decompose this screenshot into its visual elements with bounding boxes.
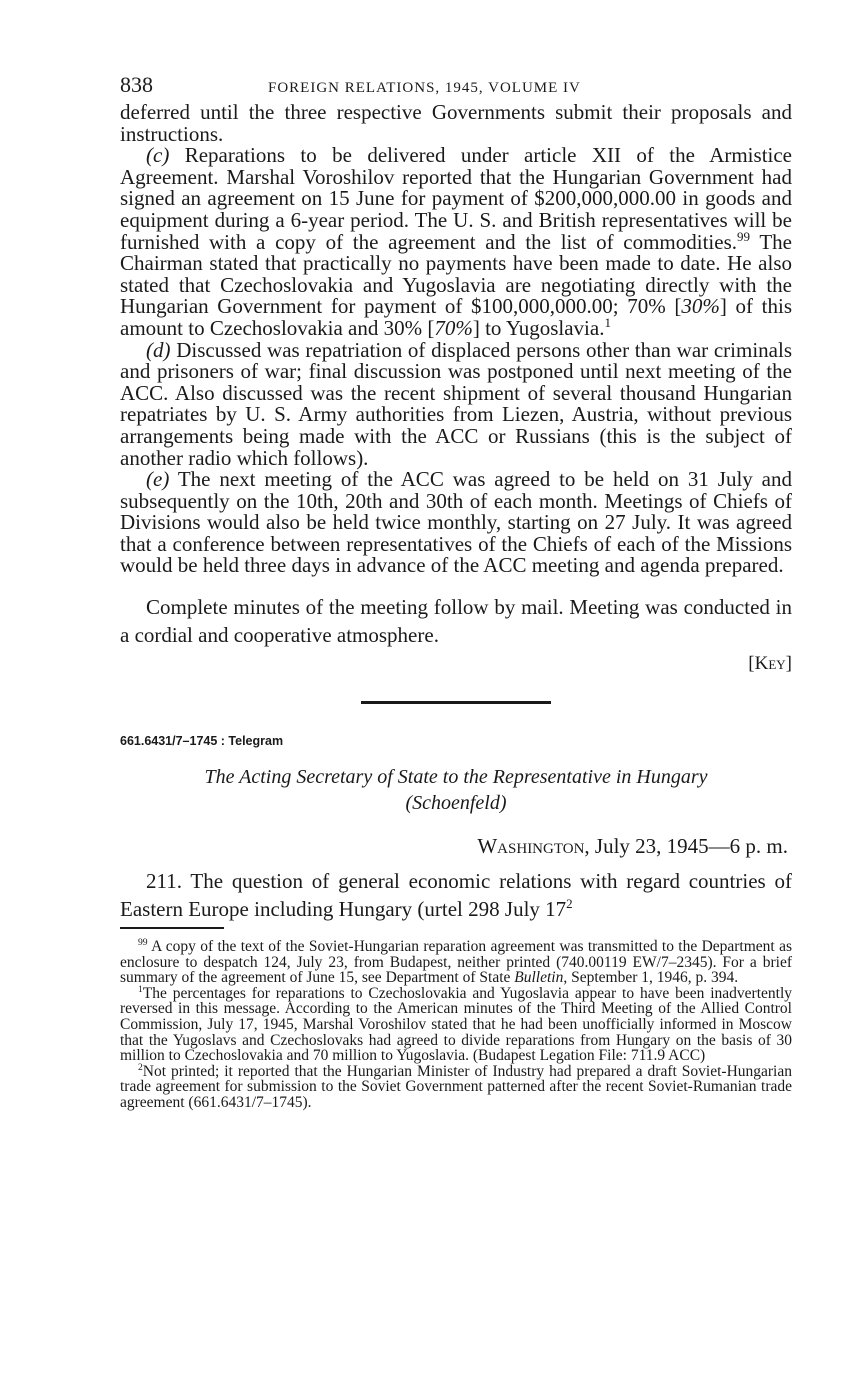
footnote-99-text-a: A copy of the text of the Soviet-Hungarian reparation agreement was transmitted to the Department as enclosure to despatch 124, July 23, from Budapest, neither printed (740.00119 EW/7–2345). For a brief summary of the agreement of June 15, see Department of State xyxy=(120,938,792,987)
paragraph-c xyxy=(120,145,792,339)
paragraph-d xyxy=(120,337,792,470)
footnote-ref-2: 2 xyxy=(566,896,573,912)
paragraph-211 xyxy=(120,867,792,923)
body-text xyxy=(120,102,792,577)
running-head: FOREIGN RELATIONS, 1945, VOLUME IV xyxy=(268,80,581,96)
document-title-line1: The Acting Secretary of State to the Representative in Hungary xyxy=(204,766,708,789)
footnote-99-text-b: , September 1, 1946, p. 394. xyxy=(563,969,739,987)
document-page xyxy=(120,72,792,1111)
footnote-mark-1: 1 xyxy=(138,984,143,996)
footnote-ref-99: 99 xyxy=(737,228,751,244)
footnote-1-text: The percentages for reparations to Czechoslovakia and Yugoslavia appear to have been inadvertently reversed in this message. According to the American minutes of the Third Meeting of the Allied Control Commission, July 17, 1945, Marshal Voroshilov stated that he had been unofficially informed in Moscow that the Yugoslavs and Czechoslovaks had agreed to divide reparations from Hungary on the basis of 30 million to Czechoslovakia and 70 million to Yugoslavia. (Budapest Legation File: 711.9 ACC) xyxy=(120,984,792,1065)
dateline-date: , July 23, 1945—6 p. m. xyxy=(584,834,788,859)
paragraph-c-text: Reparations to be delivered under article XII of the Armistice Agreement. Marshal Voroshilov reported that the Hungarian Government had signed an agreement on 15 June for payment of $200,000,000.00 in goods and equipment during a 6-year period. The U. S. and British representatives will be furnished with a copy of the agreement and the list of commodities. xyxy=(120,143,792,254)
document-title-line2: (Schoenfeld) xyxy=(405,792,507,815)
page-header xyxy=(120,72,792,102)
footnote-99 xyxy=(120,939,792,986)
paragraph-c-text2: The Chairman stated that practically no payments have been made to date. He also stated that Czechoslovakia and Yugoslavia are negotiating directly with the Hungarian Government for payment of $100,000,000.00; 70% [ xyxy=(120,229,792,319)
paragraph-continued: deferred until the three respective Governments submit their proposals and instructions. xyxy=(120,100,792,146)
paragraph-e xyxy=(120,469,792,577)
footnote-rule xyxy=(120,927,224,929)
paragraph-211-text: 211. The question of general economic relations with regard countries of Eastern Europe including Hungary (urtel 298 July 17 xyxy=(120,869,792,922)
footnotes xyxy=(120,939,792,1111)
paragraph-d-text: Discussed was repatriation of displaced persons other than war criminals and prisoners of war; final discussion was postponed until next meeting of the ACC. Also discussed was the recent shipment of several thousand Hungarian repatriates by U. S. Army authorities from Liezen, Austria, without previous arrangements being made with the ACC or Russians (this is the subject of another radio which follows). xyxy=(120,337,792,470)
footnote-mark-2: 2 xyxy=(138,1062,143,1074)
footnote-2 xyxy=(120,1064,792,1111)
document-title xyxy=(120,764,792,816)
paragraph-e-text: The next meeting of the ACC was agreed to be held on 31 July and subsequently on the 10th, 20th and 30th of each month. Meetings of Chiefs of Divisions would also be held twice monthly, starting on 27 July. It was agreed that a conference between representatives of the Chiefs of each of the Missions would be held three days in advance of the ACC meeting and agenda prepared. xyxy=(120,467,792,578)
footnote-mark-99: 99 xyxy=(138,937,148,949)
page-number: 838 xyxy=(120,72,153,97)
footnote-2-text: Not printed; it reported that the Hungarian Minister of Industry had prepared a draft Soviet-Hungarian trade agreement for submission to the Soviet Government patterned after the recent Soviet-Rumanian trade agreement (661.6431/7–1745). xyxy=(120,1062,792,1111)
bracket-correction-1: 30% xyxy=(681,294,720,319)
paragraph-c-text3: ] of this amount to Czechoslovakia and 30% [ xyxy=(120,294,793,340)
item-label-e: (e) xyxy=(146,467,170,492)
dateline xyxy=(120,834,788,859)
bracket-correction-2: 70% xyxy=(434,315,473,340)
dateline-city: Washington xyxy=(477,834,585,859)
file-reference: 661.6431/7–1745 : Telegram xyxy=(120,734,284,749)
item-label-c: (c) xyxy=(146,143,170,168)
footnote-99-italic: Bulletin xyxy=(514,969,564,987)
signature: [Key] xyxy=(748,653,792,675)
section-divider xyxy=(361,701,551,704)
footnote-ref-1: 1 xyxy=(604,315,611,331)
paragraph-c-text4: ] to Yugoslavia. xyxy=(472,315,605,340)
closing-paragraph: Complete minutes of the meeting follow by mail. Meeting was conducted in a cordial and cooperative atmosphere. xyxy=(120,595,792,648)
item-label-d: (d) xyxy=(146,337,171,362)
footnote-1 xyxy=(120,986,792,1064)
